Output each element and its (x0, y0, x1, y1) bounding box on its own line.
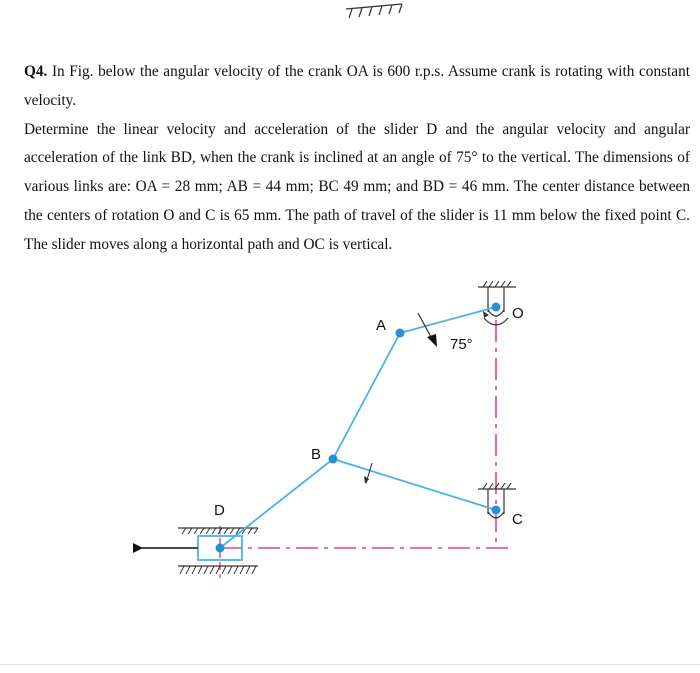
label-c: C (512, 511, 523, 528)
joint-d (216, 544, 225, 553)
crank-rotation-arrowhead-icon (483, 311, 489, 318)
label-b: B (311, 446, 322, 463)
label-a: A (376, 317, 387, 334)
joint-o (492, 303, 501, 312)
question-text (24, 58, 690, 260)
question-body: Determine the linear velocity and acceleration of the slider D and the angular velocity and angular acceleration of the link BD, when the crank is inclined at an angle of 75° to the vertical. The dimensions of various links are: OA = 28 mm; AB = 44 mm; BC 49 mm; and BD = 46 mm. The center distance between the centers of rotation O and C is 65 mm. The path of travel of the slider is 11 mm below the fixed point C. The slider moves along a horizontal path and OC is vertical. (24, 120, 690, 253)
label-crank-angle: 75° (450, 336, 473, 353)
link-bd (220, 459, 333, 548)
mechanism-figure (0, 260, 700, 600)
label-d: D (214, 502, 225, 519)
bottom-divider (0, 664, 700, 665)
link-ab (333, 333, 400, 459)
label-o: O (512, 305, 524, 322)
angle-arrowhead-icon (427, 334, 437, 347)
link-bc (333, 459, 496, 510)
joint-a (396, 329, 405, 338)
question-intro-paragraph (24, 58, 690, 116)
question-number: Q4. (24, 63, 48, 80)
question-intro: In Fig. below the angular velocity of the crank OA is 600 r.p.s. Assume crank is rotating with constant velocity. (24, 63, 690, 109)
joint-c (492, 506, 501, 515)
link-oa (400, 307, 496, 333)
top-cutoff-hatch (340, 0, 420, 22)
slider-guide-top (178, 528, 258, 534)
joint-b (329, 455, 338, 464)
slider-guide-bottom (178, 566, 258, 574)
